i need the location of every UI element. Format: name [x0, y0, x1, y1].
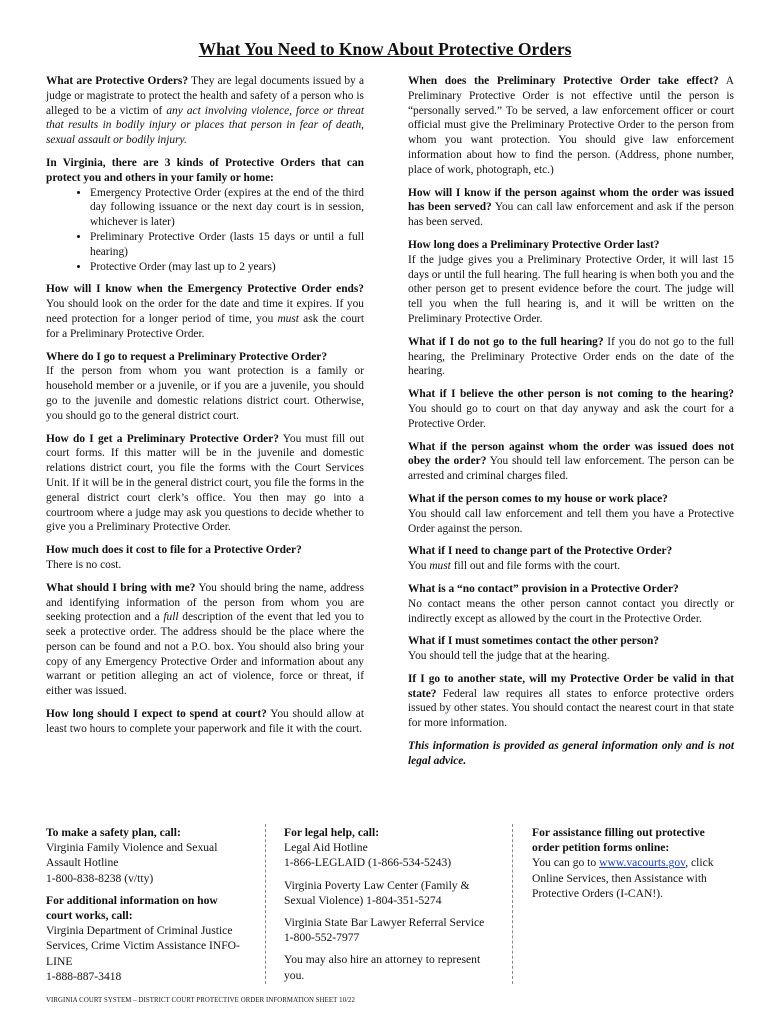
question: What if I do not go to the full hearing?	[408, 335, 604, 348]
spacer	[284, 908, 494, 915]
answer: fill out and file forms with the court.	[450, 560, 621, 573]
question: What is a “no contact” provision in a Protective Order?	[408, 582, 679, 595]
hotline-name: Virginia Family Violence and Sexual Assault Hotline	[46, 841, 218, 870]
left-column	[46, 74, 364, 745]
answer: If you do not go to the full hearing, the Preliminary Protective Order ends on the date of the hearing.	[408, 335, 735, 378]
question: Where do I go to request a Preliminary Protective Order?	[46, 350, 328, 363]
answer-emphasis: full	[163, 611, 179, 624]
answer: description of the event that led you to seek a protective order. The address should be the place where the person can be found and not a P.O. box. You should also bring your copy of any Emergency Protective Order and information about any warrant or petition alleging an act of violence, force or threat, if either was issued.	[46, 611, 364, 698]
spacer	[284, 945, 494, 952]
hotline-phone: 1-800-838-8238 (v/tty)	[46, 871, 154, 885]
footer-divider	[265, 824, 267, 984]
paragraph-comes-house	[408, 492, 734, 536]
spacer	[46, 886, 246, 893]
question: When does the Preliminary Protective Order take effect?	[408, 75, 719, 87]
paragraph-how-get	[46, 432, 364, 536]
hire-attorney: You may also hire an attorney to represent you.	[284, 953, 481, 982]
question: What if I need to change part of the Protective Order?	[408, 545, 673, 558]
paragraph-what-are	[46, 74, 364, 148]
document-footer: VIRGINIA COURT SYSTEM – DISTRICT COURT PROTECTIVE ORDER INFORMATION SHEET 10/22	[46, 997, 356, 1004]
answer: You must fill out court forms. If this matter will be in the juvenile and domestic relations district court, you file the forms with the Court Services Unit. If it will be in the general district court, you file the forms in the general district court clerk’s office. You then may go into a courtroom where a judge may ask you questions to decide whether to give you a Preliminary Protective Order.	[46, 432, 364, 534]
page-title: What You Need to Know About Protective Orders	[198, 39, 572, 59]
answer: You should bring the name, address and identifying information of the person from whom you are seeking protection and a	[46, 581, 365, 624]
paragraph-another-state	[408, 672, 734, 731]
paragraph-take-effect	[408, 74, 734, 178]
answer: There is no cost.	[46, 558, 122, 571]
vacourts-link[interactable]: www.vacourts.gov	[599, 856, 686, 870]
answer: You should look on the order for the date and time it expires. If you need protection for a longer period of time, you	[46, 298, 364, 325]
paragraph-bring	[46, 581, 364, 699]
question: How will I know when the Emergency Protective Order ends?	[46, 283, 364, 296]
answer: You should call law enforcement and tell them you have a Protective Order against the person.	[408, 507, 734, 535]
paragraph-not-obey	[408, 440, 734, 484]
online-text: You can go to	[532, 856, 600, 870]
answer: Federal law requires all states to enforce protective orders issued by other states. You should contact the nearest court in that state for more information.	[408, 687, 734, 730]
kinds-list	[46, 186, 364, 275]
paragraph-cost	[46, 543, 364, 573]
answer: No contact means the other person cannot contact you directly or indirectly except as allowed by the court in the Protective Order.	[408, 597, 734, 625]
footer-legal-column	[284, 825, 494, 983]
question: What if the person against whom the order was issued does not obey the order?	[408, 440, 734, 468]
footer-heading: For assistance filling out protective order petition forms online:	[532, 826, 705, 855]
info-line-name: Virginia Department of Criminal Justice Services, Crime Victim Assistance INFO-LINE	[46, 924, 240, 968]
list-item: • Emergency Protective Order (expires at the end of the third day following issuance or the next day court is in session, whichever is later)	[90, 186, 364, 230]
footer-divider	[512, 824, 514, 984]
question: How do I get a Preliminary Protective Order?	[46, 432, 279, 445]
paragraph-preliminary-last	[408, 238, 734, 327]
paragraph-not-coming	[408, 387, 734, 431]
answer: You should allow at least two hours to complete your paperwork and file it with the court.	[46, 708, 364, 735]
question: How long should I expect to spend at court?	[46, 708, 267, 721]
answer: You should tell the judge that at the hearing.	[408, 650, 610, 663]
answer: You can call law enforcement and ask if the person has been served.	[408, 201, 734, 229]
spacer	[284, 871, 494, 878]
question: How much does it cost to file for a Protective Order?	[46, 544, 302, 557]
online-text: , click Online Services, then Assistance with Protective Orders (I-CAN!).	[532, 856, 714, 900]
question: What if the person comes to my house or work place?	[408, 492, 668, 505]
paragraph-no-contact	[408, 582, 734, 626]
answer: You should go to court on that day anyway and ask the court for a Protective Order.	[408, 402, 734, 430]
answer: If the person from whom you want protection is a family or household member or a juvenile, or if you are a juvenile, you should go to the juvenile and domestic relations district court. Otherwise, you should go to the general district court.	[46, 365, 364, 422]
footer-heading: For additional information on how court works, call:	[46, 893, 218, 923]
paragraph-emergency-ends	[46, 282, 364, 341]
info-line-phone: 1-888-887-3418	[46, 969, 122, 983]
kinds-heading: In Virginia, there are 3 kinds of Protective Orders that can protect you and others in your family or home:	[46, 156, 364, 184]
question: How will I know if the person against whom the order was issued has been served?	[408, 186, 734, 214]
legal-aid-phone: 1-866-LEGLAID (1-866-534-5243)	[284, 856, 452, 870]
legal-aid-name: Legal Aid Hotline	[284, 841, 368, 855]
disclaimer: This information is provided as general information only and is not legal advice.	[408, 740, 734, 767]
paragraph-change	[408, 544, 734, 574]
footer-heading: To make a safety plan, call:	[46, 826, 181, 839]
answer-emphasis: must	[277, 312, 299, 325]
poverty-law-center: Virginia Poverty Law Center (Family & Sexual Violence) 1-804-351-5274	[284, 878, 470, 907]
online-instructions	[532, 855, 732, 901]
paragraph-not-go	[408, 335, 734, 379]
question: What should I bring with me?	[46, 581, 196, 594]
answer-emphasis: any act involving violence, force or threat that results in bodily injury or places that person in fear of death, sexual assault or bodily injury.	[46, 104, 364, 147]
paragraph-served	[408, 186, 734, 230]
answer: A Preliminary Protective Order is not effective until the person is “personally served.” To be served, a law enforcement officer or court official must give the Preliminary Protective Order to the person from whom you want protection. You should give law enforcement information about how to find the person. (Address, phone number, place of work, photograph, etc.)	[408, 75, 734, 176]
question: What if I believe the other person is not coming to the hearing?	[408, 388, 734, 401]
answer: If the judge gives you a Preliminary Protective Order, it will last 15 days or until the full hearing. The full hearing is when both you and the other person get to present evidence before the court. The judge will tell you when the full hearing is, and it will be written on the Preliminary Protective Order.	[408, 253, 734, 325]
footer-safety-column	[46, 825, 246, 984]
footer-online-column	[532, 825, 732, 901]
question: What are Protective Orders?	[46, 75, 189, 87]
list-item: • Protective Order (may last up to 2 years)	[90, 260, 364, 275]
question: If I go to another state, will my Protective Order be valid in that state?	[408, 672, 734, 700]
answer: They are legal documents issued by a judge or magistrate to protect the health and safety of a person who is alleged to be a victim of	[46, 75, 364, 117]
right-column	[408, 74, 734, 777]
question: What if I must sometimes contact the other person?	[408, 635, 659, 648]
paragraph-where-go	[46, 350, 364, 424]
answer: ask the court for a Preliminary Protective Order.	[46, 312, 365, 340]
question: How long does a Preliminary Protective Order last?	[408, 238, 660, 251]
answer: You should tell law enforcement. The person can be arrested and criminal charges filed.	[408, 455, 734, 483]
title-wrap	[0, 38, 770, 60]
answer: You	[408, 560, 430, 573]
footer-heading: For legal help, call:	[284, 826, 380, 839]
list-item: • Preliminary Protective Order (lasts 15 days or until a full hearing)	[90, 230, 364, 260]
answer-emphasis: must	[429, 560, 451, 573]
paragraph-how-long-court	[46, 707, 364, 737]
paragraph-must-contact	[408, 634, 734, 664]
lawyer-referral: Virginia State Bar Lawyer Referral Service 1-800-552-7977	[284, 916, 485, 945]
